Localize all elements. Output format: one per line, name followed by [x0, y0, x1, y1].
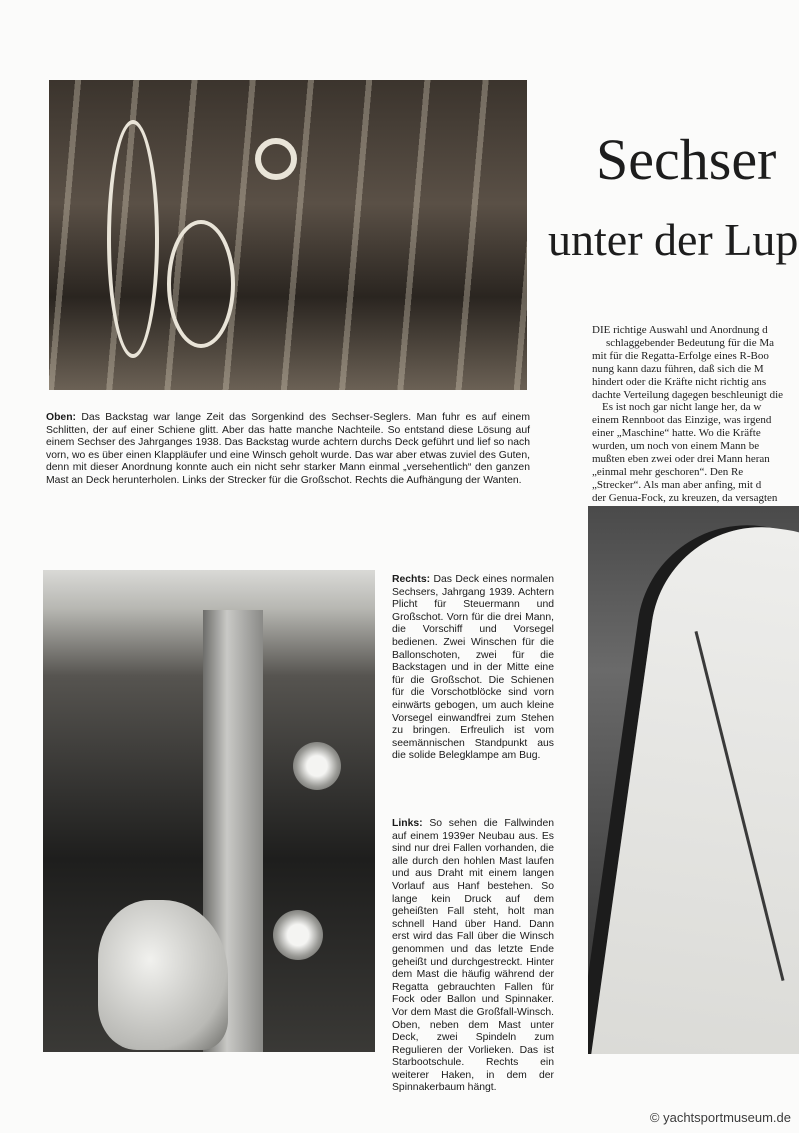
rope-coil	[107, 120, 159, 358]
winch-drum	[255, 138, 297, 180]
headline-line-1: Sechser	[596, 127, 777, 192]
caption-text: So sehen die Fallwinden auf einem 1939er Neubau aus. Es sind nur drei Fallen vorhanden, die alle durch den hohlen Mast laufen und aus Draht mit einem langen Vorlauf aus Hanf bestehen. So lange kein Druck auf dem geheißten Fall steht, holt man schnell Hand über Hand. Dann erst wird das Fall über die Winsch genommen und das letzte Ende geheißt und durchgestreckt. Hinter dem Mast die häufig während der Regatta gebrauchten Fallen für Fock oder Ballon und Spinnaker. Vor dem Mast die Großfall-Winsch. Oben, neben dem Mast unter Deck, zwei Spindeln zum Regulieren der Vorlieken. Das ist Starbootschule. Rechts ein weiterer Haken, in dem der Spinnakerbaum hängt.	[392, 818, 555, 1094]
body-line: schlaggebender Bedeutung für die Ma	[606, 336, 774, 349]
body-line: einer „Maschine“ hatte. Wo die Kräfte	[592, 427, 761, 440]
caption-text: Das Deck eines normalen Sechsers, Jahrgang 1939. Achtern Plicht für Steuermann und Großschot. Vorn für die drei Mann, die Vorschiff und Vorsegel bedienen. Zwei Winschen für die Ballonschoten, zwei für die Backstagen und in der Mitte eine für die Großschot. Die Schienen für die Vorschotblöcke sind vorn einwärts gebogen, um auch kleine Vorsegel einwandfrei zum Stehen zu bringen. Erfreulich ist vom seemännischen Standpunkt aus die solide Belegklampe am Bug.	[392, 574, 554, 762]
winch-icon	[293, 742, 341, 790]
body-line: „einmal mehr geschoren“. Den Re	[592, 465, 744, 478]
body-line: Es ist noch gar nicht lange her, da w	[602, 401, 762, 414]
photo-fallwinden	[43, 570, 375, 1052]
photo-backstag-hull	[49, 80, 527, 390]
body-line: der Genua-Fock, zu kreuzen, da versagten	[592, 491, 778, 504]
headline-line-2: unter der Lup	[548, 214, 799, 265]
body-line: DIE richtige Auswahl und Anordnung d	[592, 324, 768, 336]
body-line: dachte Verteilung dagegen beschleunigt die	[592, 388, 784, 401]
hull	[588, 513, 799, 1054]
body-line: mußten eben zwei oder drei Mann heran	[592, 453, 770, 466]
rope-coil	[167, 220, 235, 348]
winch-icon	[273, 910, 323, 960]
body-line: nung kann dazu führen, daß sich die M	[592, 362, 764, 375]
body-line: „Strecker“. Als man aber anfing, mit d	[592, 478, 762, 491]
photo-deck-sechser	[588, 506, 799, 1054]
sail-bag	[98, 900, 228, 1050]
body-line: hindert oder die Kräfte nicht richtig ans	[592, 375, 767, 388]
caption-lead: Links:	[392, 818, 423, 829]
caption-oben	[46, 412, 530, 488]
body-line: einem Rennboot das Einzige, was irgend	[592, 414, 772, 427]
watermark: © yachtsportmuseum.de	[649, 1110, 791, 1125]
caption-lead: Rechts:	[392, 574, 431, 585]
article-body	[592, 324, 799, 518]
caption-links	[392, 818, 554, 1095]
caption-rechts	[392, 574, 554, 763]
body-line: mit für die Regatta-Erfolge eines R-Boo	[592, 349, 769, 362]
caption-text: Das Backstag war lange Zeit das Sorgenkind des Sechser-Seglers. Man fuhr es auf einem Schlitten, der auf einer Schiene glitt. Aber das hatte manche Nachteile. So entstand diese Lösung auf einem Sechser des Jahrganges 1938. Das Backstag wurde achtern durchs Deck geführt und lief so nach vorn, wo es über einen Klappläufer und eine Winsch geholt wurde. Das war aber etwas zuviel des Guten, denn mit dieser Anordnung konnte auch ein nicht sehr starker Mann einmal „versehentlich“ den ganzen Mast an Deck herunterholen. Links der Strecker für die Großschot. Rechts die Aufhängung der Wanten.	[46, 412, 530, 486]
caption-lead: Oben:	[46, 412, 77, 423]
body-line: wurden, um noch von einem Mann be	[592, 440, 760, 453]
